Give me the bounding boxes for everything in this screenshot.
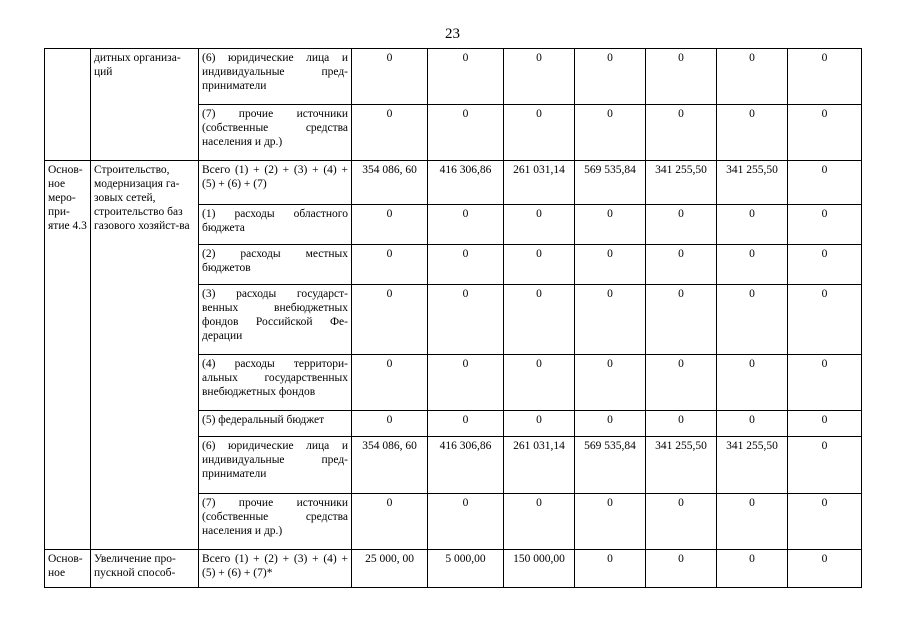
amount-cell: 341 255,50 xyxy=(717,161,788,205)
activity-name-cell: Увеличение про-пускной способ- xyxy=(91,550,199,588)
amount-cell: 0 xyxy=(717,105,788,161)
amount-cell: 0 xyxy=(646,285,717,355)
table-row xyxy=(45,550,862,588)
amount-cell: 341 255,50 xyxy=(646,437,717,494)
amount-cell: 0 xyxy=(428,411,504,437)
funding-source-cell: (5) федеральный бюджет xyxy=(199,411,352,437)
amount-cell: 0 xyxy=(352,494,428,550)
amount-cell: 341 255,50 xyxy=(646,161,717,205)
amount-cell: 569 535,84 xyxy=(575,161,646,205)
amount-cell: 261 031,14 xyxy=(504,161,575,205)
amount-cell: 0 xyxy=(788,49,862,105)
amount-cell: 0 xyxy=(504,494,575,550)
amount-cell: 150 000,00 xyxy=(504,550,575,588)
budget-table xyxy=(44,48,862,588)
amount-cell: 0 xyxy=(788,161,862,205)
funding-source-cell: (1) расходы областного бюджета xyxy=(199,205,352,245)
amount-cell: 0 xyxy=(788,550,862,588)
amount-cell: 0 xyxy=(428,205,504,245)
amount-cell: 0 xyxy=(352,205,428,245)
amount-cell: 0 xyxy=(352,285,428,355)
amount-cell: 0 xyxy=(575,205,646,245)
table-row xyxy=(45,49,862,105)
amount-cell: 354 086, 60 xyxy=(352,161,428,205)
amount-cell: 0 xyxy=(717,550,788,588)
amount-cell: 341 255,50 xyxy=(717,437,788,494)
amount-cell: 0 xyxy=(575,105,646,161)
amount-cell: 0 xyxy=(575,494,646,550)
activity-name-cell: дитных организа-ций xyxy=(91,49,199,161)
amount-cell: 0 xyxy=(717,205,788,245)
amount-cell: 0 xyxy=(717,49,788,105)
activity-name-cell: Строительство, модернизация га-зовых сетей, строительство баз газового хозяйст-ва xyxy=(91,161,199,550)
funding-source-cell: Всего (1) + (2) + (3) + (4) + (5) + (6) + (7)* xyxy=(199,550,352,588)
amount-cell: 0 xyxy=(788,205,862,245)
table-row xyxy=(45,161,862,205)
amount-cell: 0 xyxy=(788,411,862,437)
amount-cell: 0 xyxy=(504,49,575,105)
amount-cell: 0 xyxy=(575,285,646,355)
activity-cell: Основ-ное меро-при-ятие 4.3 xyxy=(45,161,91,550)
table-body xyxy=(45,49,862,588)
amount-cell: 0 xyxy=(428,245,504,285)
amount-cell: 0 xyxy=(504,285,575,355)
funding-source-cell: (7) прочие источники (собственные средства населения и др.) xyxy=(199,494,352,550)
amount-cell: 0 xyxy=(352,355,428,411)
amount-cell: 0 xyxy=(788,285,862,355)
amount-cell: 0 xyxy=(717,355,788,411)
funding-source-cell: (4) расходы территори-альных государственных внебюджетных фондов xyxy=(199,355,352,411)
amount-cell: 0 xyxy=(352,105,428,161)
amount-cell: 0 xyxy=(575,49,646,105)
amount-cell: 0 xyxy=(717,245,788,285)
amount-cell: 0 xyxy=(646,205,717,245)
amount-cell: 569 535,84 xyxy=(575,437,646,494)
funding-source-cell: (7) прочие источники (собственные средства населения и др.) xyxy=(199,105,352,161)
amount-cell: 0 xyxy=(575,355,646,411)
amount-cell: 0 xyxy=(788,355,862,411)
amount-cell: 0 xyxy=(646,411,717,437)
amount-cell: 0 xyxy=(575,245,646,285)
amount-cell: 0 xyxy=(646,245,717,285)
amount-cell: 416 306,86 xyxy=(428,437,504,494)
amount-cell: 0 xyxy=(504,205,575,245)
amount-cell: 0 xyxy=(352,49,428,105)
amount-cell: 0 xyxy=(788,437,862,494)
amount-cell: 5 000,00 xyxy=(428,550,504,588)
funding-source-cell: (6) юридические лица и индивидуальные пред-приниматели xyxy=(199,49,352,105)
amount-cell: 0 xyxy=(504,411,575,437)
amount-cell: 0 xyxy=(646,105,717,161)
activity-cell xyxy=(45,49,91,161)
amount-cell: 0 xyxy=(788,105,862,161)
amount-cell: 0 xyxy=(717,494,788,550)
amount-cell: 0 xyxy=(646,355,717,411)
amount-cell: 0 xyxy=(352,245,428,285)
amount-cell: 0 xyxy=(646,550,717,588)
amount-cell: 0 xyxy=(646,49,717,105)
amount-cell: 0 xyxy=(504,105,575,161)
activity-cell: Основ-ное xyxy=(45,550,91,588)
amount-cell: 0 xyxy=(788,494,862,550)
amount-cell: 0 xyxy=(428,355,504,411)
amount-cell: 0 xyxy=(717,411,788,437)
funding-source-cell: Всего (1) + (2) + (3) + (4) + (5) + (6) + (7) xyxy=(199,161,352,205)
amount-cell: 0 xyxy=(428,49,504,105)
amount-cell: 0 xyxy=(504,245,575,285)
amount-cell: 0 xyxy=(504,355,575,411)
amount-cell: 0 xyxy=(352,411,428,437)
amount-cell: 0 xyxy=(428,494,504,550)
page-number: 23 xyxy=(445,26,460,42)
amount-cell: 0 xyxy=(428,285,504,355)
funding-source-cell: (6) юридические лица и индивидуальные пред-приниматели xyxy=(199,437,352,494)
amount-cell: 0 xyxy=(575,550,646,588)
amount-cell: 0 xyxy=(646,494,717,550)
amount-cell: 0 xyxy=(428,105,504,161)
funding-source-cell: (2) расходы местных бюджетов xyxy=(199,245,352,285)
amount-cell: 0 xyxy=(575,411,646,437)
amount-cell: 0 xyxy=(717,285,788,355)
amount-cell: 261 031,14 xyxy=(504,437,575,494)
amount-cell: 25 000, 00 xyxy=(352,550,428,588)
amount-cell: 416 306,86 xyxy=(428,161,504,205)
amount-cell: 0 xyxy=(788,245,862,285)
amount-cell: 354 086, 60 xyxy=(352,437,428,494)
funding-source-cell: (3) расходы государст-венных внебюджетных фондов Российской Фе-дерации xyxy=(199,285,352,355)
